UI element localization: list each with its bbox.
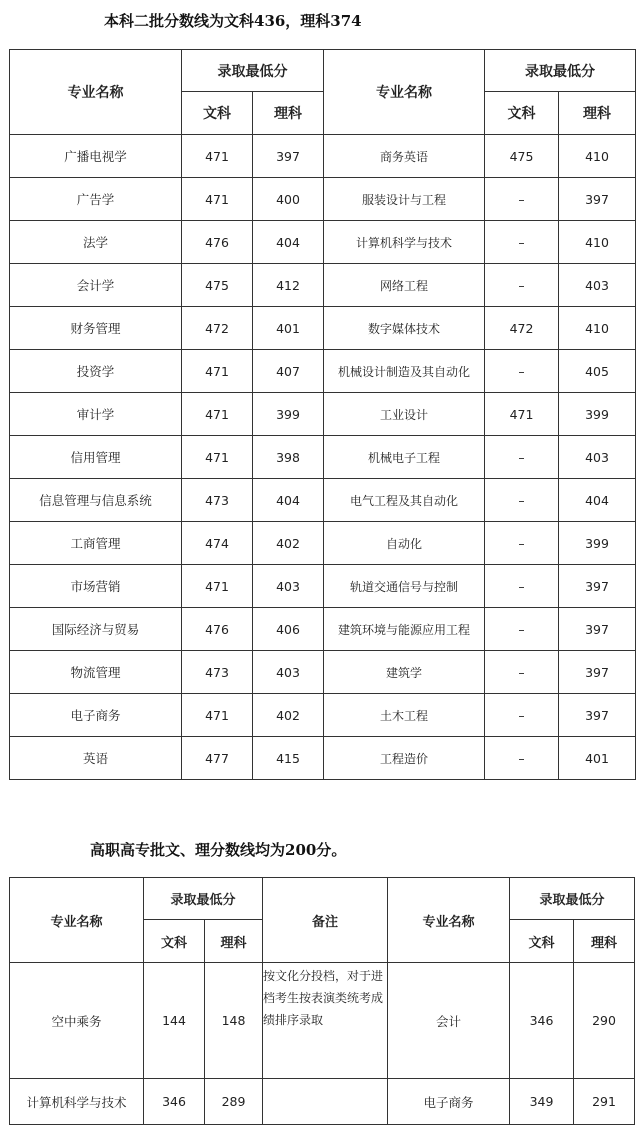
cell-major-left: 审计学 xyxy=(10,393,182,436)
cell-wen-right: – xyxy=(485,565,559,608)
cell-li-right: 397 xyxy=(559,651,636,694)
cell-wen-right: – xyxy=(485,350,559,393)
cell-li-left: 403 xyxy=(253,565,324,608)
v-row-note: 按文化分投档，对于进档考生按表演类统考成绩排序录取 xyxy=(263,963,388,1079)
cell-li-left: 398 xyxy=(253,436,324,479)
cell-li-right: 403 xyxy=(559,264,636,307)
header-wen-left: 文科 xyxy=(182,92,253,135)
cell-wen-right: – xyxy=(485,479,559,522)
cell-major-left: 电子商务 xyxy=(10,694,182,737)
cell-li-right: 397 xyxy=(559,178,636,221)
cell-li-right: 397 xyxy=(559,565,636,608)
header-min-score-right: 录取最低分 xyxy=(485,50,636,92)
cell-wen-left: 471 xyxy=(182,393,253,436)
v-row-major-right: 会计 xyxy=(388,963,510,1079)
cell-wen-right: – xyxy=(485,522,559,565)
section2-title: 高职高专批文、理分数线均为200分。 xyxy=(90,841,347,859)
v-row-major-right: 电子商务 xyxy=(388,1079,510,1125)
table-row xyxy=(10,737,636,780)
vocational-score-table xyxy=(9,877,635,1125)
header-min-score-left: 录取最低分 xyxy=(182,50,324,92)
cell-wen-left: 472 xyxy=(182,307,253,350)
cell-major-right: 数字媒体技术 xyxy=(324,307,485,350)
cell-wen-left: 471 xyxy=(182,178,253,221)
cell-wen-right: – xyxy=(485,264,559,307)
cell-wen-right: – xyxy=(485,608,559,651)
cell-li-left: 403 xyxy=(253,651,324,694)
v-row-note xyxy=(263,1079,388,1125)
cell-major-left: 法学 xyxy=(10,221,182,264)
cell-li-left: 406 xyxy=(253,608,324,651)
cell-major-right: 轨道交通信号与控制 xyxy=(324,565,485,608)
header-major-left: 专业名称 xyxy=(10,50,182,135)
table-row xyxy=(10,350,636,393)
cell-major-left: 广播电视学 xyxy=(10,135,182,178)
cell-wen-left: 471 xyxy=(182,565,253,608)
section1-title: 本科二批分数线为文科436，理科374 xyxy=(104,12,362,30)
cell-major-left: 物流管理 xyxy=(10,651,182,694)
cell-wen-right: – xyxy=(485,436,559,479)
cell-li-left: 404 xyxy=(253,479,324,522)
cell-major-right: 计算机科学与技术 xyxy=(324,221,485,264)
cell-major-right: 电气工程及其自动化 xyxy=(324,479,485,522)
v-header-major-left: 专业名称 xyxy=(10,878,144,963)
cell-wen-right: – xyxy=(485,221,559,264)
cell-major-left: 国际经济与贸易 xyxy=(10,608,182,651)
cell-wen-left: 471 xyxy=(182,436,253,479)
v-header-min-score-left: 录取最低分 xyxy=(144,878,263,920)
header-li-right: 理科 xyxy=(559,92,636,135)
cell-major-left: 英语 xyxy=(10,737,182,780)
table-row xyxy=(10,479,636,522)
cell-major-right: 工业设计 xyxy=(324,393,485,436)
cell-li-right: 405 xyxy=(559,350,636,393)
v-row-li-left: 148 xyxy=(205,963,263,1079)
table-row xyxy=(10,135,636,178)
cell-li-right: 399 xyxy=(559,393,636,436)
cell-wen-left: 473 xyxy=(182,479,253,522)
v-header-major-right: 专业名称 xyxy=(388,878,510,963)
cell-li-right: 410 xyxy=(559,135,636,178)
cell-wen-right: – xyxy=(485,651,559,694)
cell-wen-left: 475 xyxy=(182,264,253,307)
cell-major-left: 投资学 xyxy=(10,350,182,393)
cell-li-left: 397 xyxy=(253,135,324,178)
cell-wen-left: 476 xyxy=(182,608,253,651)
cell-li-left: 399 xyxy=(253,393,324,436)
v-header-wen-right: 文科 xyxy=(510,920,574,963)
cell-major-left: 会计学 xyxy=(10,264,182,307)
header-wen-right: 文科 xyxy=(485,92,559,135)
v-row-li-right: 290 xyxy=(574,963,635,1079)
cell-major-right: 工程造价 xyxy=(324,737,485,780)
cell-major-left: 信息管理与信息系统 xyxy=(10,479,182,522)
table-row xyxy=(10,264,636,307)
v-row-wen-left: 144 xyxy=(144,963,205,1079)
v-header-li-left: 理科 xyxy=(205,920,263,963)
table-row xyxy=(10,651,636,694)
cell-li-right: 410 xyxy=(559,307,636,350)
cell-wen-right: – xyxy=(485,737,559,780)
cell-li-left: 412 xyxy=(253,264,324,307)
table-row xyxy=(10,565,636,608)
cell-li-left: 415 xyxy=(253,737,324,780)
cell-wen-right: – xyxy=(485,178,559,221)
cell-li-right: 403 xyxy=(559,436,636,479)
v-row-wen-right: 346 xyxy=(510,963,574,1079)
undergrad-score-table xyxy=(9,49,636,780)
cell-major-right: 机械设计制造及其自动化 xyxy=(324,350,485,393)
cell-li-left: 400 xyxy=(253,178,324,221)
cell-li-right: 404 xyxy=(559,479,636,522)
cell-wen-left: 471 xyxy=(182,135,253,178)
cell-major-right: 网络工程 xyxy=(324,264,485,307)
cell-wen-right: 471 xyxy=(485,393,559,436)
v-row-wen-right: 349 xyxy=(510,1079,574,1125)
cell-major-right: 建筑环境与能源应用工程 xyxy=(324,608,485,651)
table-row xyxy=(10,522,636,565)
table-row xyxy=(10,694,636,737)
cell-wen-left: 471 xyxy=(182,694,253,737)
cell-li-left: 407 xyxy=(253,350,324,393)
v-header-min-score-right: 录取最低分 xyxy=(510,878,635,920)
v-row-li-right: 291 xyxy=(574,1079,635,1125)
cell-wen-left: 476 xyxy=(182,221,253,264)
cell-li-left: 402 xyxy=(253,694,324,737)
table-row xyxy=(10,393,636,436)
cell-major-right: 土木工程 xyxy=(324,694,485,737)
cell-wen-left: 477 xyxy=(182,737,253,780)
cell-li-right: 399 xyxy=(559,522,636,565)
cell-wen-left: 474 xyxy=(182,522,253,565)
cell-major-left: 工商管理 xyxy=(10,522,182,565)
cell-major-left: 广告学 xyxy=(10,178,182,221)
cell-li-left: 404 xyxy=(253,221,324,264)
v-row-li-left: 289 xyxy=(205,1079,263,1125)
v-header-wen-left: 文科 xyxy=(144,920,205,963)
table-row xyxy=(10,178,636,221)
table-row xyxy=(10,436,636,479)
table-row xyxy=(10,608,636,651)
cell-major-right: 服装设计与工程 xyxy=(324,178,485,221)
cell-wen-left: 471 xyxy=(182,350,253,393)
undergrad-table-body xyxy=(10,135,636,780)
cell-major-left: 财务管理 xyxy=(10,307,182,350)
v-header-note: 备注 xyxy=(263,878,388,963)
cell-major-right: 自动化 xyxy=(324,522,485,565)
v-header-li-right: 理科 xyxy=(574,920,635,963)
v-row-wen-left: 346 xyxy=(144,1079,205,1125)
table-row xyxy=(10,221,636,264)
cell-wen-right: 475 xyxy=(485,135,559,178)
cell-li-left: 401 xyxy=(253,307,324,350)
cell-wen-right: 472 xyxy=(485,307,559,350)
cell-major-left: 信用管理 xyxy=(10,436,182,479)
cell-li-right: 401 xyxy=(559,737,636,780)
cell-li-right: 410 xyxy=(559,221,636,264)
header-li-left: 理科 xyxy=(253,92,324,135)
table-row xyxy=(10,307,636,350)
cell-major-right: 机械电子工程 xyxy=(324,436,485,479)
cell-major-left: 市场营销 xyxy=(10,565,182,608)
cell-major-right: 建筑学 xyxy=(324,651,485,694)
v-row-major-left: 空中乘务 xyxy=(10,963,144,1079)
cell-li-left: 402 xyxy=(253,522,324,565)
cell-wen-left: 473 xyxy=(182,651,253,694)
cell-li-right: 397 xyxy=(559,694,636,737)
v-row-major-left: 计算机科学与技术 xyxy=(10,1079,144,1125)
header-major-right: 专业名称 xyxy=(324,50,485,135)
cell-major-right: 商务英语 xyxy=(324,135,485,178)
cell-li-right: 397 xyxy=(559,608,636,651)
cell-wen-right: – xyxy=(485,694,559,737)
